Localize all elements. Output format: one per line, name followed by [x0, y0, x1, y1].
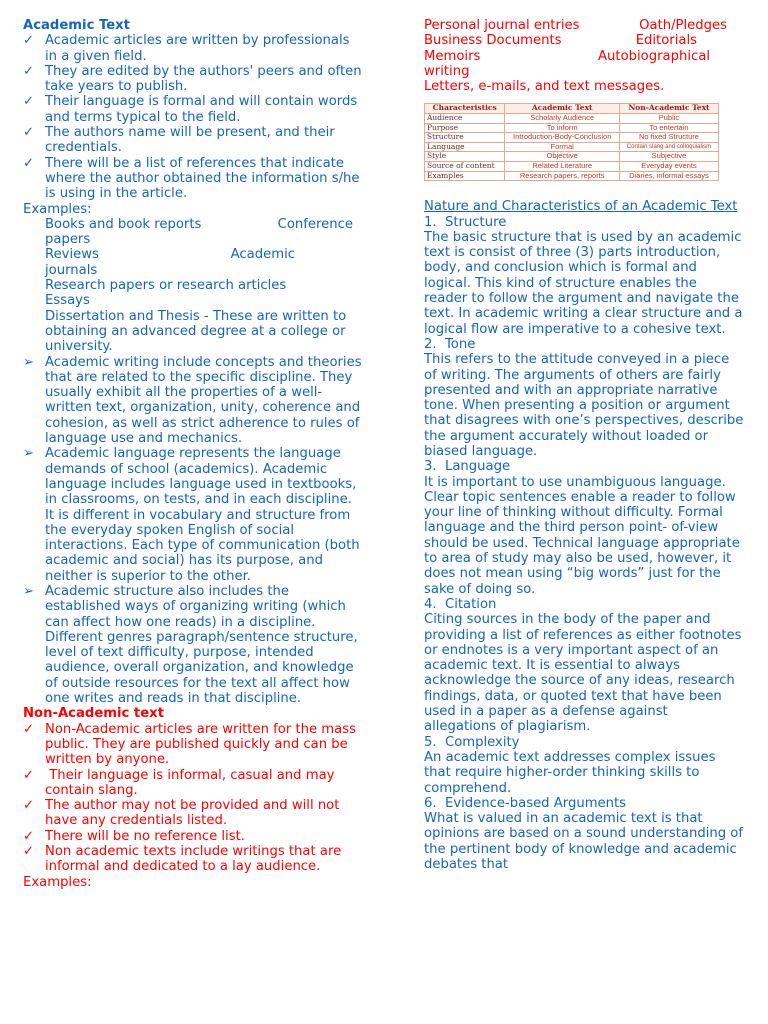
academic-examples-label: Examples:	[23, 201, 92, 217]
nature-item-body: The basic structure that is used by an academic text is consist of three (3) parts introduction, body, and conclusion which is formal and logical. This kind of structure enables the reader to follow the argument and navigate the text. In academic writing a clear structure and a logical flow are imperative to a cohesive text.	[424, 229, 743, 337]
nature-item-heading: Structure	[444, 214, 507, 230]
list-item: ➢ Academic structure also includes the established ways of organizing writing (which can affect how one reads) in a discipline. Different genres paragraph/sentence structure, level of text difficulty, purpose, intended audience, overall organization, and knowledge of outside resources for the text all affect how one writes and reads in that discipline.	[23, 583, 358, 707]
check-icon: ✓	[23, 63, 35, 79]
check-icon: ✓	[23, 155, 35, 171]
example-item: Reviews	[45, 247, 99, 263]
table-row	[425, 133, 719, 143]
example-item: Oath/Pledges	[639, 18, 727, 33]
academic-examples	[23, 217, 363, 355]
nature-item-body: It is important to use unambiguous language. Clear topic sentences enable a reader to follow your line of thinking without difficulty. Formal language and the third person point- of-view should be used. Technical language appropriate to area of study may also be used, however, it does not mean using “big words” just for the sake of doing so.	[424, 474, 740, 597]
list-item: ✓ They are edited by the authors' peers and often take years to publish.	[23, 63, 362, 95]
check-icon: ✓	[23, 844, 35, 860]
nature-item-tone: 2. Tone This refers to the attitude conveyed in a piece of writing. The arguments of others are fairly presented and with an appropriate narrative tone. When presenting a position or argument that disagrees with one’s perspectives, describe the argument accurately without loaded or biased language.	[424, 336, 744, 459]
list-item: ✓ The authors name will be present, and their credentials.	[23, 125, 335, 156]
example-item: Conference	[277, 216, 353, 232]
column-header: Academic Text	[505, 104, 620, 114]
example-item: Business Documents	[424, 33, 562, 49]
example-item: Autobiographical	[598, 48, 710, 64]
table-cell: Diaries, informal essays	[619, 171, 718, 181]
list-item: ➢ Academic writing include concepts and theories that are related to the specific discipline. They usually exhibit all the properties of a well-written text, organization, unity, coherence and cohesion, as well as strict adherence to rules of language use and mechanics.	[23, 354, 362, 447]
nature-item-heading: Language	[444, 459, 511, 475]
check-icon: ✓	[23, 125, 35, 141]
nature-title: Nature and Characteristics of an Academic Text	[424, 199, 738, 215]
academic-bullet-list	[23, 33, 363, 201]
nature-item-language: 3. Language It is important to use unambiguous language. Clear topic sentences enable a reader to follow your line of thinking without difficulty. Formal language and the third person point- of-view should be used. Technical language appropriate to area of study may also be used, however, it does not mean using “big words” just for the sake of doing so.	[424, 459, 744, 597]
table-cell: Language	[425, 142, 505, 152]
example-item: Academic	[230, 247, 295, 263]
table-cell: Style	[425, 152, 505, 162]
table-cell: Research papers, reports	[505, 171, 620, 181]
non-academic-examples	[424, 18, 744, 94]
nature-item-heading: Complexity	[444, 734, 520, 750]
table-row	[425, 171, 719, 181]
nature-item-evidence: 6. Evidence-based Arguments What is valued in an academic text is that opinions are based on a sound understanding of the pertinent body of knowledge and academic debates that	[424, 795, 744, 872]
table-row	[425, 114, 719, 124]
column-header: Non-Academic Text	[619, 104, 718, 114]
example-item: Books and book reports	[45, 216, 202, 232]
table-cell: Public	[619, 114, 718, 124]
table-cell: Objective	[505, 152, 620, 162]
example-item: Personal journal entries	[424, 18, 580, 33]
table-cell: Source of content	[425, 162, 505, 172]
academic-arrow-list	[23, 355, 363, 707]
table-cell: Formal	[505, 142, 620, 152]
table-cell: Audience	[425, 114, 505, 124]
table-row	[425, 162, 719, 172]
table-cell: Examples	[425, 171, 505, 181]
example-item: journals	[45, 262, 98, 278]
column-header: Characteristics	[425, 104, 505, 114]
arrow-bullet-icon: ➢	[23, 354, 35, 370]
academic-heading: Academic Text	[23, 18, 130, 33]
example-item: Memoirs	[424, 48, 481, 64]
non-academic-bullet-list	[23, 722, 363, 875]
nature-item-body: An academic text addresses complex issues that require higher-order thinking skills to comprehend.	[424, 749, 716, 796]
example-item: Letters, e-mails, and text messages.	[424, 79, 665, 95]
nature-item-heading: Citation	[444, 596, 497, 612]
table-cell: Scholarly Audience	[505, 114, 620, 124]
nature-item-body: What is valued in an academic text is that opinions are based on a sound understanding of the pertinent body of knowledge and academic debates that	[424, 811, 744, 872]
list-item: ✓ Non-Academic articles are written for the mass public. They are published quickly and can be written by anyone.	[23, 721, 356, 768]
example-item: Research papers or research articles	[45, 278, 287, 294]
list-item: ✓ The author may not be provided and will not have any credentials listed.	[23, 798, 340, 829]
list-item: ➢ Academic language represents the language demands of school (academics). Academic language includes language used in textbooks, in classrooms, on tests, and in each discipline. It is different in vocabulary and structure from the everyday spoken English of social interactions. Each type of communication (both academic and social) has its purpose, and neither is superior to the other.	[23, 446, 360, 584]
arrow-bullet-icon: ➢	[23, 583, 35, 599]
table-cell: To inform	[505, 123, 620, 133]
arrow-bullet-icon: ➢	[23, 446, 35, 462]
example-item: Essays	[45, 293, 90, 309]
example-item: papers	[45, 232, 91, 248]
nature-item-citation: 4. Citation Citing sources in the body of the paper and providing a list of references as either footnotes or endnotes is a very important aspect of an academic text. It is essential to always acknowledge the source of any ideas, research findings, data, or quoted text that have been used in a paper as a defense against allegations of plagiarism.	[424, 597, 744, 735]
comparison-table	[424, 103, 719, 181]
list-item: ✓ There will be no reference list.	[23, 828, 245, 844]
table-cell: Contain slang and colloquialism	[619, 142, 718, 152]
left-column	[23, 18, 363, 890]
nature-item-body: Citing sources in the body of the paper and providing a list of references as either footnotes or endnotes is a very important aspect of an academic text. It is essential to always acknowledge the source of any ideas, research findings, data, or quoted text that have been used in a paper as a defense against allegations of plagiarism.	[424, 612, 742, 735]
comparison-table-figure	[424, 103, 744, 181]
table-cell: Structure	[425, 133, 505, 143]
table-cell: Everyday events	[619, 162, 718, 172]
nature-item-structure: 1. Structure The basic structure that is used by an academic text is consist of three (3) parts introduction, body, and conclusion which is formal and logical. This kind of structure enables the reader to follow the argument and navigate the text. In academic writing a clear structure and a logical flow are imperative to a cohesive text.	[424, 214, 743, 337]
list-item: ✓ Non academic texts include writings that are informal and dedicated to a lay audience.	[23, 844, 342, 875]
right-column	[424, 18, 744, 872]
check-icon: ✓	[23, 767, 35, 783]
table-cell: No fixed Structure	[619, 133, 718, 143]
table-cell: Subjective	[619, 152, 718, 162]
nature-section	[424, 199, 744, 872]
check-icon: ✓	[23, 828, 35, 844]
table-cell: Purpose	[425, 123, 505, 133]
list-item: ✓ Their language is informal, casual and may contain slang.	[23, 767, 339, 798]
nature-item-heading: Tone	[444, 336, 476, 352]
list-item: ✓ Their language is formal and will contain words and terms typical to the field.	[23, 94, 358, 125]
table-cell: Related Literature	[505, 162, 620, 172]
example-item: Dissertation and Thesis - These are written to obtaining an advanced degree at a college or university.	[45, 308, 347, 355]
table-cell: Introduction-Body-Conclusion	[505, 133, 620, 143]
check-icon: ✓	[23, 33, 35, 49]
non-academic-examples-label: Examples:	[23, 874, 92, 890]
example-item: Editorials	[635, 33, 697, 49]
check-icon: ✓	[23, 94, 35, 110]
nature-item-complexity: 5. Complexity An academic text addresses complex issues that require higher-order thinking skills to comprehend.	[424, 735, 744, 796]
example-item: writing	[424, 63, 470, 79]
list-item: ✓ Academic articles are written by professionals in a given field.	[23, 33, 350, 64]
nature-item-heading: Evidence-based Arguments	[444, 795, 627, 811]
check-icon: ✓	[23, 798, 35, 814]
nature-item-body: This refers to the attitude conveyed in a piece of writing. The arguments of others are fairly presented and with an appropriate narrative tone. When presenting a position or argument that disagrees with one’s perspectives, describe the argument accurately without loaded or biased language.	[424, 352, 744, 459]
non-academic-heading: Non-Academic text	[23, 706, 164, 722]
list-item: ✓ There will be a list of references that indicate where the author obtained the information s/he is using in the article.	[23, 155, 360, 202]
table-cell: To entertain	[619, 123, 718, 133]
check-icon: ✓	[23, 721, 35, 737]
